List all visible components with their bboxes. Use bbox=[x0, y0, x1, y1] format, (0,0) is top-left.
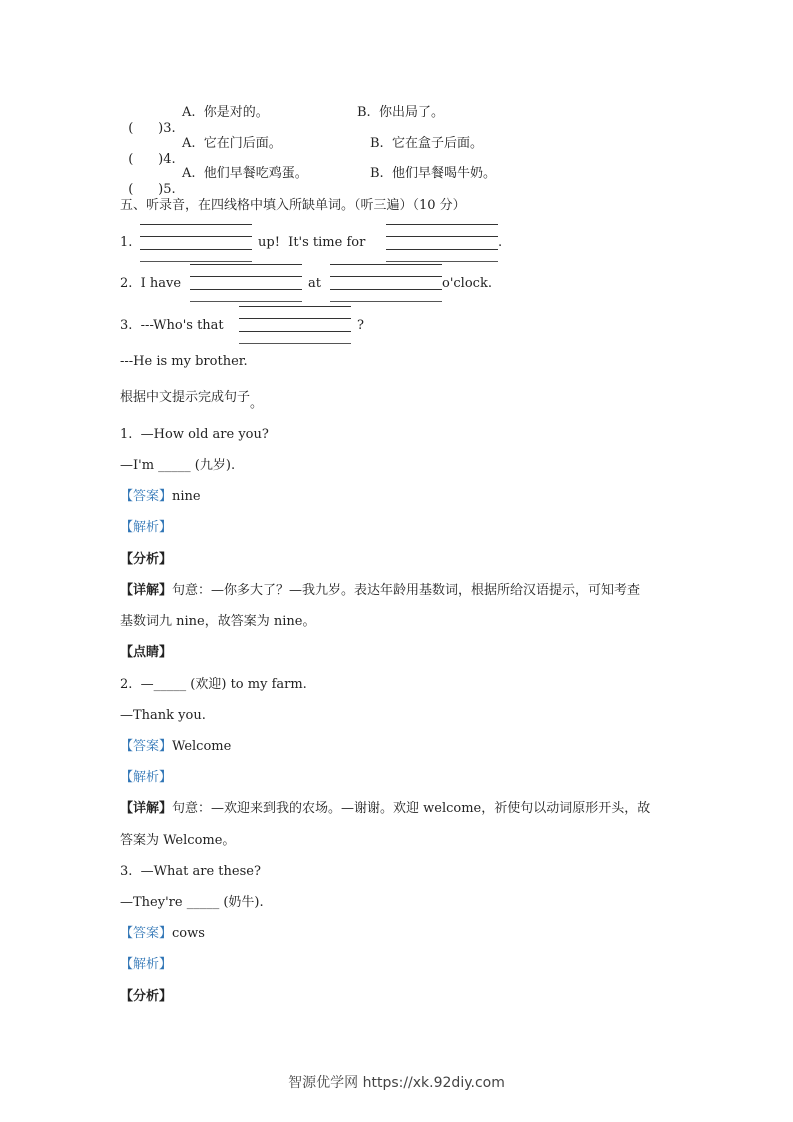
detail-text: 句意：—欢迎来到我的农场。—谢谢。欢迎 welcome，祈使句以动词原形开头，故 bbox=[172, 801, 651, 816]
analysis-tag: 【解析】 bbox=[120, 520, 173, 535]
four-line-grid bbox=[386, 224, 498, 260]
question-3: 3. —What are these? bbox=[120, 864, 261, 879]
four-line-grid bbox=[239, 306, 351, 342]
paren: ( )5. bbox=[128, 182, 176, 197]
choice-row-4 bbox=[120, 136, 176, 168]
choice-row-5 bbox=[120, 166, 176, 198]
detail-text: 句意：—你多大了？—我九岁。表达年龄用基数词，根据所给汉语提示，可知考查 bbox=[172, 583, 641, 598]
answer-tag: 【答案】 bbox=[120, 739, 173, 754]
analysis-tag: 【解析】 bbox=[120, 770, 173, 785]
detail-text-continued: 基数词九 nine，故答案为 nine。 bbox=[120, 614, 316, 629]
section-heading-dot: 。 bbox=[250, 396, 264, 411]
question-3-response: —They're _____ (奶牛). bbox=[120, 895, 264, 910]
blank-line-2-end: o'clock. bbox=[442, 276, 492, 291]
question-2-response: —Thank you. bbox=[120, 708, 206, 723]
four-line-grid bbox=[140, 224, 252, 260]
answer-tag: 【答案】 bbox=[120, 489, 173, 504]
detail-tag: 【详解】 bbox=[120, 801, 173, 816]
four-line-grid bbox=[190, 264, 302, 300]
option-b: B. 他们早餐喝牛奶。 bbox=[370, 166, 496, 181]
option-b: B. 你出局了。 bbox=[357, 105, 444, 120]
blank-line-3-start: 3. ---Who's that bbox=[120, 318, 224, 333]
analysis-tag: 【解析】 bbox=[120, 957, 173, 972]
dialogue-line: ---He is my brother. bbox=[120, 354, 248, 369]
answer-value: cows bbox=[172, 926, 205, 941]
section-five-title: 五、听录音，在四线格中填入所缺单词。（听三遍）（10 分） bbox=[120, 198, 466, 213]
answer-tag: 【答案】 bbox=[120, 926, 173, 941]
question-1-response: —I'm _____ (九岁). bbox=[120, 458, 236, 473]
blank-line-2-start: 2. I have bbox=[120, 276, 182, 291]
detail-tag: 【详解】 bbox=[120, 583, 173, 598]
option-a: A. 你是对的。 bbox=[182, 105, 269, 120]
footer-watermark: 智源优学网 https://xk.92diy.com bbox=[288, 1075, 505, 1091]
detail-row-1 bbox=[120, 583, 640, 599]
answer-value: Welcome bbox=[172, 739, 232, 754]
answer-row-2 bbox=[120, 739, 231, 755]
detail-text-continued: 答案为 Welcome。 bbox=[120, 833, 236, 848]
paren: ( )3. bbox=[128, 121, 176, 136]
section-heading bbox=[120, 390, 264, 411]
blank-line-3-end: ? bbox=[357, 318, 364, 333]
fenxi-tag: 【分析】 bbox=[120, 552, 173, 567]
fenxi-tag: 【分析】 bbox=[120, 989, 173, 1004]
paren: ( )4. bbox=[128, 152, 176, 167]
blank-line-2-mid: at bbox=[308, 276, 321, 291]
dianjing-tag: 【点睛】 bbox=[120, 645, 173, 660]
blank-line-1-text: up! It's time for bbox=[258, 235, 366, 250]
blank-line-1-end: . bbox=[498, 235, 503, 250]
answer-row-1 bbox=[120, 489, 201, 505]
answer-value: nine bbox=[172, 489, 201, 504]
option-a: A. 它在门后面。 bbox=[182, 136, 282, 151]
answer-row-3 bbox=[120, 926, 205, 942]
section-heading-text: 根据中文提示完成句子 bbox=[120, 390, 251, 405]
four-line-grid bbox=[330, 264, 442, 300]
option-b: B. 它在盒子后面。 bbox=[370, 136, 483, 151]
question-1: 1. —How old are you? bbox=[120, 427, 269, 442]
blank-line-1-number: 1. bbox=[120, 235, 133, 250]
choice-row-3 bbox=[120, 105, 176, 137]
question-2: 2. —_____ (欢迎) to my farm. bbox=[120, 677, 307, 692]
detail-row-2 bbox=[120, 801, 650, 817]
option-a: A. 他们早餐吃鸡蛋。 bbox=[182, 166, 308, 181]
